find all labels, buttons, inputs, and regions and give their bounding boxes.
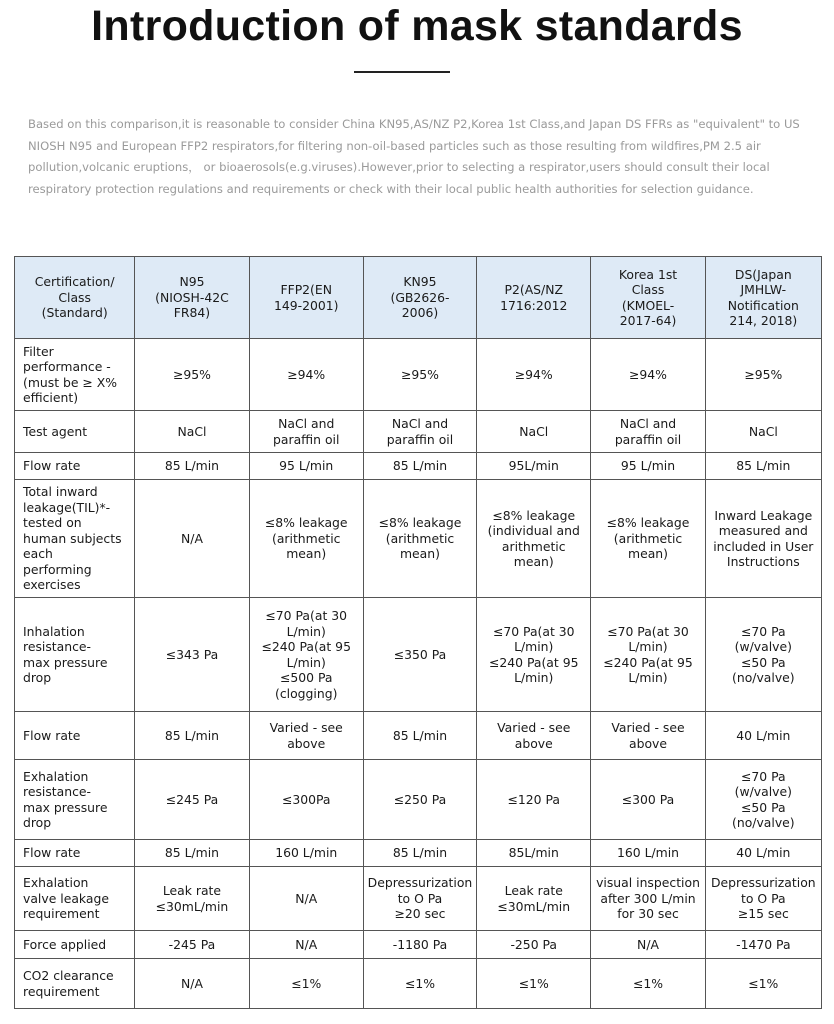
table-cell: NaCl bbox=[705, 411, 821, 453]
row-label-co2-clearance: CO2 clearance requirement bbox=[15, 959, 135, 1009]
table-cell: Leak rate ≤30mL/min bbox=[477, 867, 591, 931]
header-p2: P2(AS/NZ 1716:2012 bbox=[477, 257, 591, 339]
table-row bbox=[15, 411, 822, 453]
table-cell: Inward Leakage measured and included in User Instructions bbox=[705, 480, 821, 598]
table-cell: 95 L/min bbox=[249, 453, 363, 480]
table-cell: ≥94% bbox=[477, 339, 591, 411]
table-cell: ≤300Pa bbox=[249, 760, 363, 840]
table-cell: NaCl bbox=[477, 411, 591, 453]
table-cell: ≤70 Pa (w/valve) ≤50 Pa (no/valve) bbox=[705, 760, 821, 840]
table-cell: Varied - see above bbox=[591, 712, 705, 760]
table-cell: 85 L/min bbox=[363, 840, 476, 867]
table-cell: Varied - see above bbox=[477, 712, 591, 760]
table-cell: N/A bbox=[249, 867, 363, 931]
table-row bbox=[15, 453, 822, 480]
table-cell: ≤8% leakage (arithmetic mean) bbox=[249, 480, 363, 598]
table-cell: NaCl and paraffin oil bbox=[591, 411, 705, 453]
header-korea-1st-class: Korea 1st Class (KMOEL- 2017-64) bbox=[591, 257, 705, 339]
table-cell: 160 L/min bbox=[591, 840, 705, 867]
row-label-flow-rate: Flow rate bbox=[15, 840, 135, 867]
table-cell: -245 Pa bbox=[135, 931, 249, 959]
table-cell: visual inspection after 300 L/min for 30 sec bbox=[591, 867, 705, 931]
table-cell: N/A bbox=[249, 931, 363, 959]
table-cell: -1180 Pa bbox=[363, 931, 476, 959]
table-cell: Depressurization to O Pa ≥15 sec bbox=[705, 867, 821, 931]
header-n95: N95 (NIOSH-42C FR84) bbox=[135, 257, 249, 339]
table-row bbox=[15, 480, 822, 598]
title-divider bbox=[354, 71, 450, 73]
table-cell: 85 L/min bbox=[363, 453, 476, 480]
table-row bbox=[15, 840, 822, 867]
row-label-exhalation-resistance: Exhalation resistance- max pressure drop bbox=[15, 760, 135, 840]
table-cell: ≤8% leakage (arithmetic mean) bbox=[591, 480, 705, 598]
intro-paragraph: Based on this comparison,it is reasonable to consider China KN95,AS/NZ P2,Korea 1st Class,and Japan DS FFRs as "equivalent" to US NIOSH N95 and European FFP2 respirators,for filtering non-oil-based particles such as those resulting from wildfires,PM 2.5 air pollution,volcanic eruptions， or bioaerosols(e.g.viruses).However,prior to selecting a respirator,users should consult their local respiratory protection regulations and requirements or check with their local public health authorities for selection guidance. bbox=[28, 117, 800, 196]
table-cell: ≤1% bbox=[249, 959, 363, 1009]
header-ffp2: FFP2(EN 149-2001) bbox=[249, 257, 363, 339]
row-label-test-agent: Test agent bbox=[15, 411, 135, 453]
table-cell: Varied - see above bbox=[249, 712, 363, 760]
table-cell: 40 L/min bbox=[705, 840, 821, 867]
table-cell: ≤70 Pa (w/valve) ≤50 Pa (no/valve) bbox=[705, 598, 821, 712]
row-label-flow-rate: Flow rate bbox=[15, 453, 135, 480]
table-header-row bbox=[15, 257, 822, 339]
table-cell: N/A bbox=[135, 480, 249, 598]
table-row bbox=[15, 959, 822, 1009]
row-label-inhalation-resistance: Inhalation resistance- max pressure drop bbox=[15, 598, 135, 712]
table-cell: 95L/min bbox=[477, 453, 591, 480]
table-cell: ≤1% bbox=[705, 959, 821, 1009]
table-cell: ≤1% bbox=[477, 959, 591, 1009]
row-label-force-applied: Force applied bbox=[15, 931, 135, 959]
row-label-flow-rate: Flow rate bbox=[15, 712, 135, 760]
table-cell: ≤1% bbox=[591, 959, 705, 1009]
table-cell: Leak rate ≤30mL/min bbox=[135, 867, 249, 931]
table-row bbox=[15, 931, 822, 959]
table-cell: N/A bbox=[135, 959, 249, 1009]
table-cell: NaCl bbox=[135, 411, 249, 453]
table-cell: 85 L/min bbox=[135, 453, 249, 480]
table-cell: Depressurization to O Pa ≥20 sec bbox=[363, 867, 476, 931]
table-cell: 95 L/min bbox=[591, 453, 705, 480]
table-cell: -1470 Pa bbox=[705, 931, 821, 959]
table-cell: ≥94% bbox=[591, 339, 705, 411]
table-cell: 85 L/min bbox=[135, 840, 249, 867]
table-row bbox=[15, 867, 822, 931]
table-cell: 40 L/min bbox=[705, 712, 821, 760]
table-cell: 85 L/min bbox=[135, 712, 249, 760]
table-cell: ≤350 Pa bbox=[363, 598, 476, 712]
table-cell: ≤250 Pa bbox=[363, 760, 476, 840]
table-cell: -250 Pa bbox=[477, 931, 591, 959]
table-cell: ≤8% leakage (arithmetic mean) bbox=[363, 480, 476, 598]
table-cell: NaCl and paraffin oil bbox=[363, 411, 476, 453]
table-cell: 160 L/min bbox=[249, 840, 363, 867]
table-cell: ≤120 Pa bbox=[477, 760, 591, 840]
table-cell: ≤70 Pa(at 30 L/min) ≤240 Pa(at 95 L/min) ≤500 Pa (clogging) bbox=[249, 598, 363, 712]
table-cell: ≥95% bbox=[363, 339, 476, 411]
header-ds-japan: DS(Japan JMHLW- Notification 214, 2018) bbox=[705, 257, 821, 339]
table-cell: NaCl and paraffin oil bbox=[249, 411, 363, 453]
header-certification-class: Certification/ Class (Standard) bbox=[15, 257, 135, 339]
row-label-total-inward-leakage: Total inward leakage(TIL)*- tested on human subjects each performing exercises bbox=[15, 480, 135, 598]
table-cell: ≥94% bbox=[249, 339, 363, 411]
table-row bbox=[15, 712, 822, 760]
table-cell: 85 L/min bbox=[705, 453, 821, 480]
table-cell: ≤1% bbox=[363, 959, 476, 1009]
table-cell: ≥95% bbox=[705, 339, 821, 411]
page-title: Introduction of mask standards bbox=[91, 2, 743, 50]
table-cell: 85 L/min bbox=[363, 712, 476, 760]
table-cell: 85L/min bbox=[477, 840, 591, 867]
table-cell: ≤70 Pa(at 30 L/min) ≤240 Pa(at 95 L/min) bbox=[591, 598, 705, 712]
table-cell: ≤245 Pa bbox=[135, 760, 249, 840]
mask-standards-table bbox=[14, 256, 822, 1009]
table-cell: ≤70 Pa(at 30 L/min) ≤240 Pa(at 95 L/min) bbox=[477, 598, 591, 712]
table-row bbox=[15, 760, 822, 840]
table-row bbox=[15, 339, 822, 411]
table-cell: N/A bbox=[591, 931, 705, 959]
row-label-exhalation-valve-leakage: Exhalation valve leakage requirement bbox=[15, 867, 135, 931]
table-cell: ≥95% bbox=[135, 339, 249, 411]
table-row bbox=[15, 598, 822, 712]
row-label-filter-performance: Filter performance - (must be ≥ X% efficient) bbox=[15, 339, 135, 411]
header-kn95: KN95 (GB2626- 2006) bbox=[363, 257, 476, 339]
table-cell: ≤343 Pa bbox=[135, 598, 249, 712]
table-cell: ≤8% leakage (individual and arithmetic mean) bbox=[477, 480, 591, 598]
table-cell: ≤300 Pa bbox=[591, 760, 705, 840]
